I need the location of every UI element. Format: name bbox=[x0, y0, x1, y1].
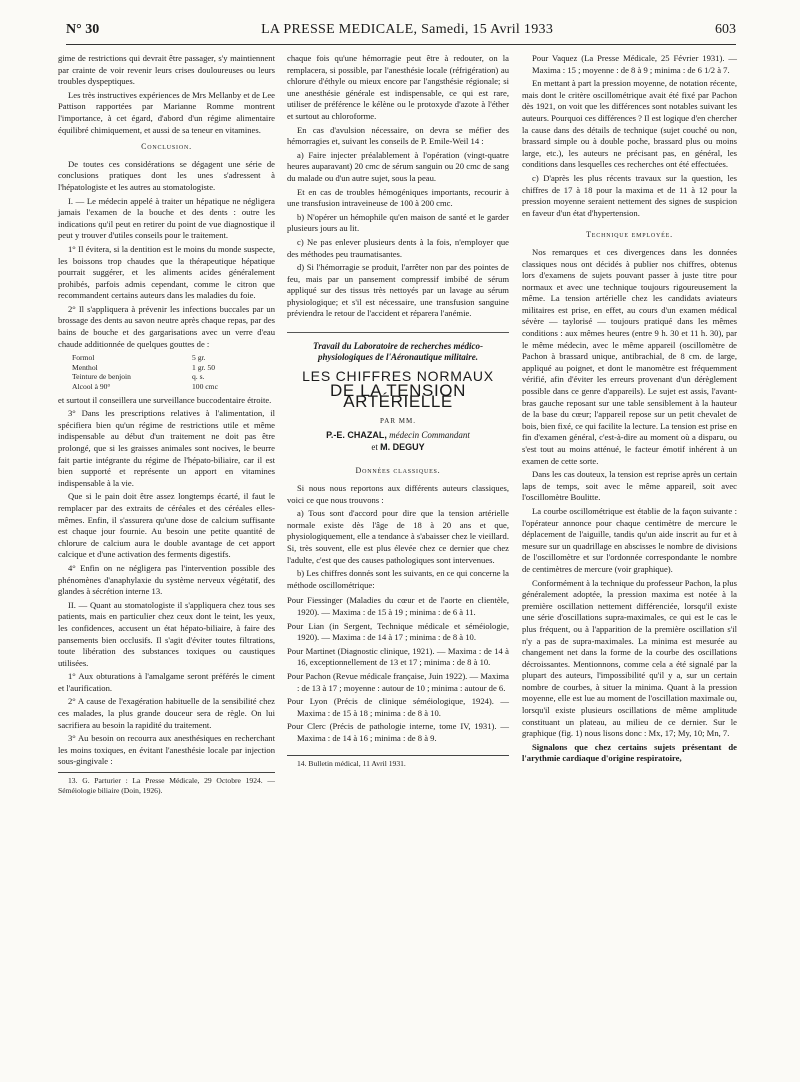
laboratory-line: Travail du Laboratoire de recherches médico-physiologiques de l'Aéronautique militaire. bbox=[313, 341, 483, 363]
formula-qty: 1 gr. 50 bbox=[192, 362, 215, 372]
formula-name: Alcool à 90° bbox=[72, 382, 111, 392]
paragraph: Dans les cas douteux, la tension est reprise après un certain laps de temps, soit avec le même appareil, soit avec l'oscillomètre Boulitte. bbox=[522, 469, 737, 503]
paragraph: Que si le pain doit être assez longtemps écarté, il faut le remplacer par des extraits de céréales et des céréales elles-mêmes. Enfin, il s'assurera qu'une dose de calcium suffisante est chaque jour fournie. Au besoin une petite quantité de chlorure de calcium aura le double avantage de cet apport calcique et d'une activation des ferments digestifs. bbox=[58, 491, 275, 560]
paragraph: b) Les chiffres donnés sont les suivants, en ce qui concerne la méthode oscillométrique: bbox=[287, 568, 509, 590]
paragraph: 2° Il s'appliquera à prévenir les infections buccales par un brossage des dents au savon neutre après chaque repas, par des bains de bouche et des gargarisations avec un verre d'eau chaude additionnée de quelques gouttes de : bbox=[58, 303, 275, 349]
paragraph: II. — Quant au stomatologiste il s'appliquera chez tous ses patients, mais en particulier chez ceux dont le teint, les yeux, les confidences, accusent un état hépato-biliaire, à faire des pansements bien occlusifs. Il s'agit d'éviter toutes filtrations, toute libération des substances toxiques ou caustiques utilisées. bbox=[58, 599, 275, 668]
paragraph: La courbe oscillométrique est établie de la façon suivante : l'opérateur annonce pour chaque centimètre de mercure le déplacement de l'aiguille, tandis qu'un aide inscrit au fur et à mesure sur un quadrillage en abscisses le nombre de divisions de l'oscillomètre et sur l'ordonnée correspondante le nombre de centimètres de mercure (voir graphique). bbox=[522, 505, 737, 574]
journal-title: LA PRESSE MEDICALE, Samedi, 15 Avril 1933 bbox=[261, 22, 554, 37]
section-title: Conclusion. bbox=[141, 142, 192, 152]
paragraph: Signalons que chez certains sujets présentant de l'arythmie cardiaque d'origine respiratoire, bbox=[522, 741, 737, 764]
section-title: Technique employée. bbox=[586, 230, 673, 240]
paragraph: Nos remarques et ces divergences dans les données classiques nous ont décidés à publier nos chiffres, obtenus lors d'examens de sujets pouvant passer à juste titre pour normaux et avec une technique toujours rigoureusement la même. La tension artérielle chez les candidats aviateurs militaires est prise, en effet, au cours d'un examen médical sévère — taylorisé — toujours pratiqué dans les mêmes conditions : aux mêmes heures (entre 9 h. 30 et 11 h. 30), par le même médecin, avec le même appareil (oscillomètre de Pachon à brassard unique, antibrachial, de 8 cm. de large, appliqué au poignet, et dont le manomètre est fréquemment vérifié, afin d'éviter les erreurs provenant d'un dérèglement possible dans ce genre d'appareils). Le sujet est assis, l'avant-bras gauche reposant sur une table sensiblement à la hauteur de la base du cœur; l'appareil repose sur un petit chevalet de bois, bien fixé, ce qui facilite la lecture. La tension est prise en fin d'examen général, c'est-à-dire au moment où a disparu, ou s'est tout au moins atténué, le facteur émotif inhérent à un examen de cette sorte. bbox=[522, 246, 738, 466]
formula-name: Formol bbox=[72, 353, 95, 363]
paragraph: I. — Le médecin appelé à traiter un hépatique ne négligera jamais l'examen de la bouche et des dents : outre les indications qu'il peut en retirer du point de vue diagnostique il peut y trouver d'utiles conseils pour le traitement. bbox=[58, 195, 275, 241]
section-title: Données classiques. bbox=[355, 466, 441, 476]
column-2 bbox=[287, 53, 509, 768]
paragraph: 4° Enfin on ne négligera pas l'intervention possible des phénomènes d'anaphylaxie du système nerveux végétatif, des glandes à sécrétion interne 13. bbox=[58, 562, 275, 597]
column-3 bbox=[522, 53, 737, 767]
issue-number: N° 30 bbox=[66, 22, 100, 37]
paragraph: b) N'opérer un hémophile qu'en maison de santé et le garder plusieurs jours au lit. bbox=[287, 211, 509, 234]
footnote-rule bbox=[58, 772, 275, 773]
formula-qty: 5 gr. bbox=[192, 353, 206, 363]
paragraph: 1° Il évitera, si la dentition est le moins du monde suspecte, les boissons trop chaudes que la thérapeutique hépatique pourrait suggérer, et les aliments acides généralement prohibés, parfois admis cependant, comme le citron que recommandent certains auteurs dans les maladies du foie. bbox=[58, 243, 275, 301]
author-conjunction: et bbox=[371, 442, 378, 453]
article-divider bbox=[287, 332, 509, 333]
reference-item: Pour Vaquez (La Presse Médicale, 25 Février 1931). — Maxima : 15 ; moyenne : de 8 à 9 ; minima : de 6 1/2 à 7. bbox=[532, 53, 737, 75]
formula-name: Teinture de benjoin bbox=[72, 372, 131, 382]
reference-item: Pour Martinet (Diagnostic clinique, 1921). — Maxima : de 14 à 16, exceptionnellement de 13 et 17 ; minima : de 8 à 10. bbox=[287, 645, 509, 668]
formula-name: Menthol bbox=[72, 362, 98, 372]
footnote-rule bbox=[287, 755, 509, 756]
paragraph: c) D'après les plus récents travaux sur la question, les chiffres de 17 à 18 pour la maxima et de 11 à 12 pour la pression moyenne seraient nettement des signes de suspicion en faveur d'un état d'hypertension. bbox=[522, 172, 737, 218]
reference-item: Pour Pachon (Revue médicale française, Juin 1922). — Maxima : de 13 à 17 ; moyenne : autour de 10 ; minima : autour de 6. bbox=[287, 670, 509, 693]
paragraph: En mettant à part la pression moyenne, de notation récente, mais dont le critère oscillométrique avait été fixé par Pachon dès 1921, on voit que les différences sont notables suivant les auteurs. Pourquoi ces différences ? Il est logique d'en chercher la cause dans des détails de technique (sujet couché ou non, brassard simple ou à double poche, brassard plus ou moins large, etc.), les auteurs ne précisant pas, en général, les conditions dans lesquelles ces recherches ont été effectuées. bbox=[522, 78, 737, 170]
reference-item: Pour Clerc (Précis de pathologie interne, tome IV, 1931). — Maxima : de 14 à 16 ; minima : de 8 à 9. bbox=[287, 721, 509, 743]
reference-list bbox=[287, 595, 509, 744]
paragraph: gime de restrictions qui devrait être passager, s'y maintiennent par crainte de voir revenir leurs crises douloureuses ou leurs troubles dyspeptiques. bbox=[58, 53, 275, 87]
paragraph: d) Si l'hémorragie se produit, l'arrêter non par des pointes de feu, mais par un pansement compressif imbibé de sérum appliqué sur des tissus très nettoyés par un lavage au sérum physiologique; et s'il est nécessaire, une transfusion sanguine préviendra le retour de l'accident et réparera l'anémie. bbox=[287, 262, 509, 319]
paragraph: Si nous nous reportons aux différents auteurs classiques, voici ce que nous trouvons : bbox=[287, 483, 509, 505]
article-title-line1: LES CHIFFRES NORMAUX bbox=[302, 368, 494, 385]
formula-qty: q. s. bbox=[192, 372, 205, 382]
paragraph: 3° Dans les prescriptions relatives à l'alimentation, il spécifiera bien qu'un régime de restrictions utile et même indispensable au début d'un traitement ne doit pas être prolongé, que si les graisses animales sont nocives, le beurre fait partie intégrante du régime de l'hépato-biliaire, car il est bien supporté et représente un apport en vitamines indispensable à la vie. bbox=[58, 408, 275, 488]
reference-item: Pour Lyon (Précis de clinique séméiologique, 1924). — Maxima : de 15 à 18 ; minima : de 8 à 10. bbox=[287, 696, 509, 718]
column-1 bbox=[58, 53, 275, 796]
paragraph: et surtout il conseillera une surveillance buccodentaire étroite. bbox=[58, 394, 272, 405]
header-rule bbox=[66, 44, 736, 45]
author-name: M. DEGUY bbox=[380, 442, 425, 453]
author-line bbox=[287, 429, 509, 441]
formula-table bbox=[72, 353, 275, 391]
paragraph: En cas d'avulsion nécessaire, on devra se méfier des hémorragies et, suivant les conseils de P. Emile-Weil 14 : bbox=[287, 124, 509, 147]
paragraph: c) Ne pas enlever plusieurs dents à la fois, n'employer que des méthodes peu traumatisantes. bbox=[287, 236, 509, 259]
author-line bbox=[287, 441, 509, 453]
formula-row bbox=[72, 353, 275, 363]
formula-row bbox=[72, 382, 275, 392]
paragraph: Conformément à la technique du professeur Pachon, la plus généralement adoptée, la pression maxima est notée à la première oscillation nettement différenciée, lorsqu'il existe une série d'oscillations supra-maximales, ce qui est le cas le plus fréquent, ou à l'apparition de la première oscillation s'il n'y a pas de supra-maximales. La minima est mesurée au changement net dans la forme de la courbe des oscillations décroissantes. Mentionnons, comme cela a été signalé par la plupart des auteurs, l'impossibilité qu'il y a, sur un certain nombre de courbes, à situer la minima. Quant à la pression moyenne, elle est lue au moment de l'oscillation maximale ou, lorsqu'il existe plusieurs oscillations de même amplitude constituant un plateau, au milieu de ce dernier. Sur le graphique (fig. 1) nous lisons donc : Mx, 17; My, 10; Mn, 7. bbox=[522, 577, 737, 739]
paragraph: Les très instructives expériences de Mrs Mellanby et de Lee Pattison rapportées par Marianne Romme montrent l'importance, à cet égard, d'abord d'un régime alimentaire équilibré chimiquement, et aussi de sa teneur en vitamines. bbox=[58, 89, 275, 135]
byline-prefix: PAR MM. bbox=[380, 416, 416, 425]
article-title-line2: DE LA TENSION ARTÉRIELLE bbox=[330, 380, 466, 412]
formula-row bbox=[72, 363, 275, 373]
reference-item: Pour Lian (in Sergent, Technique médicale et séméiologie, 1920). — Maxima : de 14 à 17 ; minima : de 8 à 10. bbox=[287, 620, 509, 643]
paragraph: 3° Au besoin on recourra aux anesthésiques en recherchant les moins toxiques, en évitant l'anesthésie locale par injection sous-gingivale : bbox=[58, 733, 275, 767]
paragraph: De toutes ces considérations se dégagent une série de conclusions pratiques dont les unes s'adressent à l'hépatologiste et les autres au stomatologiste. bbox=[58, 158, 275, 192]
footnote: 13. G. Parturier : La Presse Médicale, 29 Octobre 1924. — Séméiologie biliaire (Doin, 1926). bbox=[58, 776, 275, 795]
paragraph: Et en cas de troubles hémogéniques importants, recourir à une transfusion intraveineuse de 100 à 200 cmc. bbox=[287, 186, 509, 209]
paragraph: 1° Aux obturations à l'amalgame seront préférés le ciment et l'aurification. bbox=[58, 671, 275, 693]
paragraph: a) Faire injecter préalablement à l'opération (vingt-quatre heures auparavant) 20 cmc de sérum sanguin ou 20 cmc de sang du malade ou d'un autre sujet, sous la peau. bbox=[287, 149, 509, 183]
footnote: 14. Bulletin médical, 11 Avril 1931. bbox=[297, 758, 406, 768]
author-name: P.-E. CHAZAL, bbox=[326, 430, 387, 441]
paragraph: a) Tous sont d'accord pour dire que la tension artérielle normale existe dès l'âge de 18 à 20 ans et que, physiologiquement, elle a tendance à s'abaisser chez le vieillard. Si, très souvent, elle est plus élevée chez ce dernier que chez l'adulte, c'est que des causes pathologiques sont intervenues. bbox=[287, 508, 509, 565]
formula-row bbox=[72, 372, 275, 382]
reference-item: Pour Fiessinger (Maladies du cœur et de l'aorte en clientèle, 1920). — Maxima : de 15 à 19 ; minima : de 6 à 11. bbox=[287, 595, 509, 617]
paragraph: chaque fois qu'une hémorragie peut être à redouter, on la remplacera, si possible, par l'anesthésie locale (réfrigération) au chlorure d'éthyle ou mieux encore par l'angsthésie régionale; si une anesthésie générale est indispensable, ce qui est rare, utiliser de préférence le kélène ou le protoxyde d'azote à l'éther et surtout au chloroforme. bbox=[287, 53, 509, 121]
formula-qty: 100 cmc bbox=[192, 382, 218, 392]
page-header bbox=[66, 22, 736, 44]
author-role: médecin Commandant bbox=[389, 430, 470, 441]
page-number: 603 bbox=[715, 22, 736, 37]
paragraph: 2° A cause de l'exagération habituelle de la sensibilité chez ces malades, la plus grande douceur sera de règle. On lui sacrifiera au besoin la rapidité du traitement. bbox=[58, 696, 275, 730]
